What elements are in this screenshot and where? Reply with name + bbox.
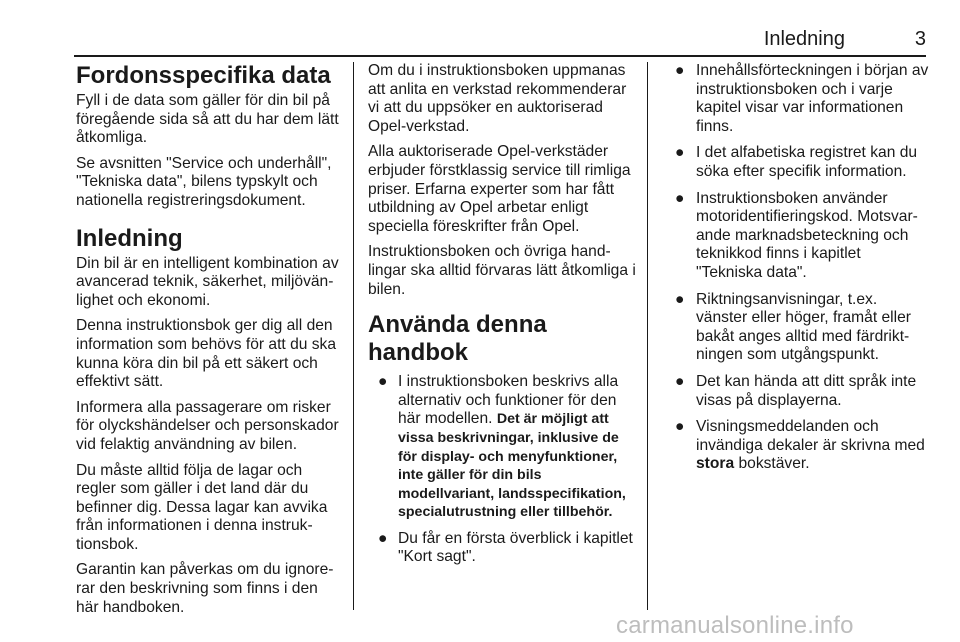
bullet-icon: ● [675,144,685,162]
bullet-icon: ● [378,373,388,391]
heading-using-handbook: Använda denna handbok [368,311,547,367]
list-item-text: I det alfabetiska registret kan du söka efter specifik information. [696,144,918,180]
list-item [667,190,929,283]
paragraph: Se avsnitten "Service och underhåll", "Tekniska data", bilens typskylt och nationella registreringsdokument. [76,154,332,209]
paragraph: Garantin kan påverkas om du ignorerar den beskrivning som finns i den här handboken. [76,561,334,616]
watermark: carmanualsonline.info [616,612,854,639]
bullet-icon: ● [675,189,685,207]
list-item-text: Riktningsanvisningar, t.ex. vänster eller höger, framåt eller bakåt anges alltid med färdriktningen som utgångspunkt. [696,290,911,364]
bullet-icon: ● [675,418,685,436]
bullet-icon: ● [378,529,388,547]
paragraph: Om du i instruktionsboken uppmanas att anlita en verkstad rekommenderar vi att du uppsöker en auktoriserad Opel-verkstad. [368,62,627,135]
list-item-text: Det kan hända att ditt språk inte visas på displayerna. [696,372,917,409]
list-item-text: Du får en första överblick i kapitlet "Kort sagt". [398,529,633,566]
bullet-icon: ● [675,372,685,390]
list-item-text: bokstäver. [734,455,810,473]
list-item-text: Innehållsförteckningen i början av instruktionsboken och i varje kapitel visar var informationen finns. [696,62,929,135]
bullet-icon: ● [675,62,685,79]
column-divider-2 [647,62,648,610]
list-item-bold-text: stora [696,455,735,473]
list-item-text: Visningsmeddelanden och invändiga dekaler är skrivna med [696,418,925,454]
section-title: Inledning [763,28,845,50]
header-rule [74,55,926,57]
paragraph: Informera alla passagerare om risker för olyckshändelser och personskador vid felaktig användning av bilen. [76,398,339,453]
list-item [667,418,929,474]
paragraph: Instruktionsboken och övriga handlingar ska alltid förvaras lätt åtkomliga i bilen. [368,243,636,298]
list-item [667,144,929,181]
bullet-list [667,62,929,474]
paragraph: Din bil är en intelligent kombination av avancerad teknik, säkerhet, miljövänlighet och ekonomi. [76,254,339,309]
column-1 [76,62,342,624]
paragraph: Du måste alltid följa de lagar och regler som gäller i det land där du befinner dig. Dessa lagar kan avvika från informationen i denna instruktionsbok. [76,461,328,553]
list-item [667,373,929,410]
paragraph: Fyll i de data som gäller för din bil på föregående sida så att du har dem lätt åtkomliga. [76,92,339,147]
column-2 [368,62,636,575]
heading-introduction: Inledning [76,224,183,252]
heading-vehicle-data: Fordonsspecifika data [76,62,331,89]
paragraph: Denna instruktionsbok ger dig all den information som behövs för att du ska kunna köra din bil på ett säkert och effektivt sätt. [76,317,337,391]
list-item [667,62,929,136]
column-3 [667,62,929,482]
column-divider-1 [353,62,354,610]
page-number: 3 [914,28,926,50]
list-item-text: I instruktionsboken beskrivs alla alternativ och funktioner för den här modellen. [398,373,619,428]
list-item [667,291,929,365]
page-header [0,28,960,58]
list-item [368,530,636,567]
list-item-bold-text: Det är möjligt att vissa beskrivningar, inklusive de för display- och menyfunktioner, inte gäller för din bils modellvariant, landsspecifikation, specialutrustning eller tillbehör. [398,411,626,521]
paragraph: Alla auktoriserade Opel-verkstäder erbjuder förstklassig service till rimliga priser. Erfarna experter som har fått utbildning av Opel arbetar enligt speciella föreskrifter från Opel. [368,143,631,235]
bullet-icon: ● [675,290,685,308]
list-item-text: Instruktionsboken använder motoridentifieringskod. Motsvarande marknadsbeteckning och teknikkod finns i kapitlet "Tekniska data". [696,189,918,281]
bullet-list [368,373,636,567]
list-item [368,373,636,522]
